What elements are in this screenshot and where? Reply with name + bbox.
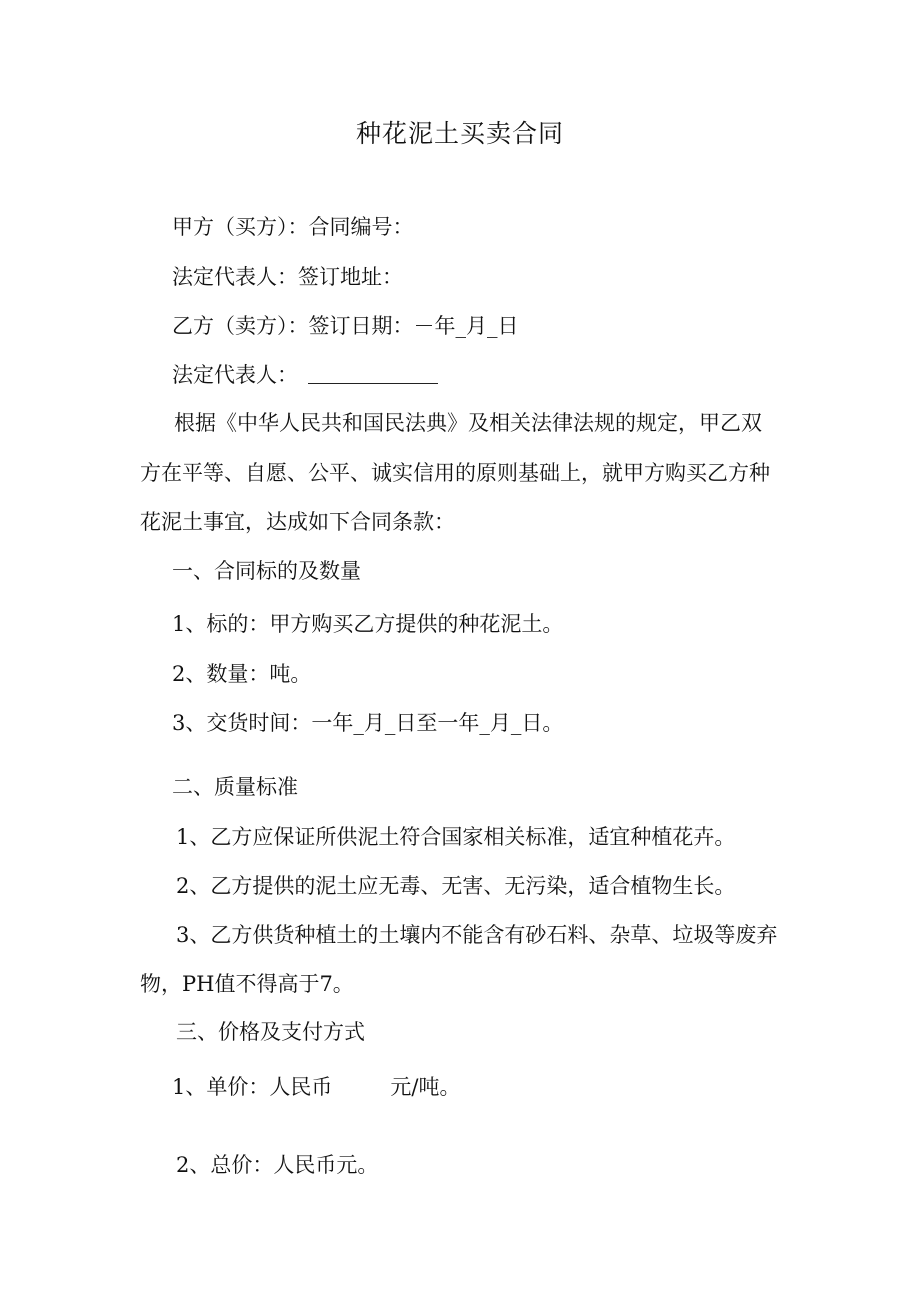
legal-rep-line-2 <box>172 360 438 390</box>
section-2-item-1: 1、乙方应保证所供泥土符合国家相关标准，适宜种植花卉。 <box>176 825 736 849</box>
preamble-line-2: 方在平等、自愿、公平、诚实信用的原则基础上，就甲方购买乙方种 <box>140 461 770 485</box>
document-title: 种花泥土买卖合同 <box>355 119 564 148</box>
party-b-line: 乙方（卖方）：签订日期：－年_月_日 <box>172 314 519 338</box>
legal-rep-line-1: 法定代表人：签订地址： <box>172 265 403 289</box>
preamble-line-3: 花泥土事宜，达成如下合同条款： <box>140 510 455 534</box>
signature-blank-line <box>308 363 438 384</box>
section-3-heading: 三、价格及支付方式 <box>176 1020 365 1044</box>
legal-rep-label: 法定代表人： <box>172 363 298 387</box>
section-3-item-2: 2、总价：人民币元。 <box>176 1153 379 1177</box>
section-1-item-2: 2、数量：吨。 <box>172 662 312 686</box>
section-2-item-2: 2、乙方提供的泥土应无毒、无害、无污染，适合植物生长。 <box>176 874 736 898</box>
party-a-line: 甲方（买方）：合同编号： <box>172 215 414 239</box>
section-2-item-3-line-1: 3、乙方供货种植土的土壤内不能含有砂石料、杂草、垃圾等废弃 <box>176 923 778 947</box>
section-1-heading: 一、合同标的及数量 <box>172 559 361 583</box>
section-1-item-3: 3、交货时间：一年_月_日至一年_月_日。 <box>172 711 564 735</box>
section-1-item-1: 1、标的：甲方购买乙方提供的种花泥土。 <box>172 612 564 636</box>
section-2-heading: 二、质量标准 <box>172 775 298 799</box>
section-2-item-3-line-2: 物，PH值不得高于7。 <box>140 972 354 996</box>
preamble-line-1: 根据《中华人民共和国民法典》及相关法律法规的规定，甲乙双 <box>174 411 762 435</box>
unit-price-label: 1、单价：人民币 <box>172 1075 333 1099</box>
section-3-item-1 <box>172 1072 460 1102</box>
unit-price-unit: 元/吨。 <box>390 1075 461 1099</box>
